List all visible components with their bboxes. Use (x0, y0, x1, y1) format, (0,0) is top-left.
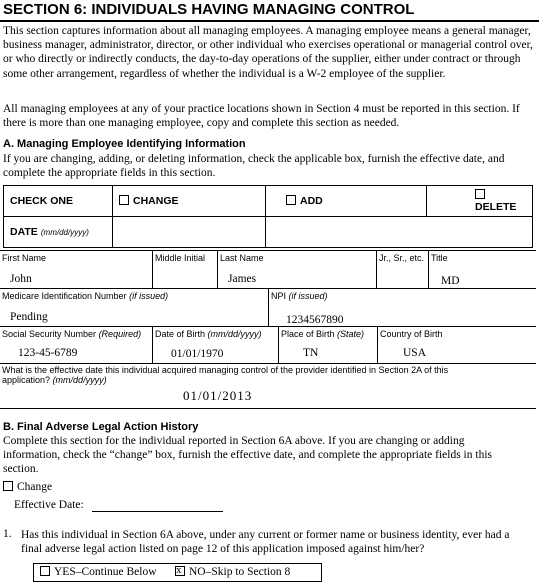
ssn-hint: (Required) (98, 329, 142, 339)
add-label: ADD (300, 195, 323, 207)
npi-field[interactable] (269, 289, 536, 327)
npi-hint: (if issued) (288, 291, 328, 301)
ssn-value: 123-45-6789 (18, 347, 78, 359)
date-blank-cell (266, 217, 533, 248)
dob-value: 01/01/1970 (171, 348, 224, 360)
pob-label: Place of Birth (281, 329, 335, 339)
section-title: SECTION 6: INDIVIDUALS HAVING MANAGING CONTROL (0, 0, 539, 22)
pob-hint: (State) (337, 329, 365, 339)
part-a-title: A. Managing Employee Identifying Information (3, 138, 246, 150)
delete-checkbox[interactable] (475, 189, 485, 199)
question-number: 1. (3, 528, 12, 540)
part-b-effective-date-line (92, 511, 223, 512)
check-one-table (3, 185, 533, 248)
effective-date-field[interactable] (0, 364, 536, 409)
middle-initial-label: Middle Initial (155, 253, 206, 263)
part-b-change-label: Change (17, 481, 53, 493)
yes-label: YES–Continue Below (54, 566, 157, 578)
question-text: Has this individual in Section 6A above, under any current or former name or business identity, ever had a final adverse legal action listed on page 12 of this application imposed against him/her? (21, 529, 510, 556)
part-b-title: B. Final Adverse Legal Action History (3, 421, 199, 433)
suffix-label: Jr., Sr., etc. (379, 253, 425, 263)
medicare-label: Medicare Identification Number (2, 291, 127, 301)
date-hint: (mm/dd/yyyy) (40, 228, 89, 237)
suffix-field[interactable] (377, 251, 429, 289)
title-label: Title (431, 253, 448, 263)
part-b-instructions: Complete this section for the individual reported in Section 6A above. If you are changing or adding information, check the “change” box, furnish the effective date, and complete the appropriate fields in this section. (3, 435, 492, 476)
ssn-label: Social Security Number (2, 329, 97, 339)
middle-initial-field[interactable] (153, 251, 218, 289)
part-b-change-checkbox[interactable] (3, 481, 13, 491)
effective-hint: (mm/dd/yyyy) (52, 375, 107, 385)
first-name-field[interactable] (0, 251, 153, 289)
medicare-id-field[interactable] (0, 289, 269, 327)
date-label-cell (4, 217, 113, 248)
medicare-label-wrap (2, 291, 168, 301)
title-field[interactable] (429, 251, 536, 289)
effective-question: What is the effective date this individual acquired managing control of the provider identified in Section 2A of this application? (2, 365, 449, 385)
title-value: MD (441, 275, 460, 287)
pob-field[interactable] (279, 327, 378, 364)
first-name-value: John (10, 273, 32, 285)
no-label: NO–Skip to Section 8 (189, 566, 291, 578)
medicare-hint: (if issued) (129, 291, 169, 301)
pob-label-wrap (281, 329, 364, 339)
dob-label: Date of Birth (155, 329, 206, 339)
intro-paragraph-2: All managing employees at any of your practice locations shown in Section 4 must be reported in this section. If there is more than one managing employee, copy and complete this section as needed. (3, 103, 520, 130)
dob-hint: (mm/dd/yyyy) (207, 329, 262, 339)
dob-field[interactable] (153, 327, 279, 364)
first-name-label: First Name (2, 253, 47, 263)
dob-label-wrap (155, 329, 262, 339)
part-a-instructions: If you are changing, adding, or deleting information, check the applicable box, furnish the effective date, and complete the appropriate fields in this section. (3, 153, 505, 180)
last-name-label: Last Name (220, 253, 264, 263)
pob-value: TN (303, 347, 319, 359)
yes-checkbox[interactable] (40, 566, 50, 576)
change-checkbox[interactable] (119, 195, 129, 205)
delete-label: DELETE (475, 201, 517, 213)
no-checkbox-mark: x (176, 564, 182, 576)
effective-date-value: 01/01/2013 (183, 388, 253, 403)
intro-paragraph: This section captures information about all managing employees. A managing employee means a general manager, business manager, administrator, director, or other individual who exercises operational or managerial control over, or who directly or indirectly conducts, the day-to-day operations of the supplier, either under contract or through some other arrangement, regardless of whether the individual is a W-2 employee of the supplier. (3, 25, 533, 80)
date-label: DATE (10, 226, 38, 238)
yes-no-box (33, 563, 322, 582)
add-option[interactable] (266, 186, 427, 217)
part-b-effective-date[interactable] (14, 499, 84, 511)
last-name-value: James (228, 273, 257, 285)
change-label: CHANGE (133, 195, 179, 207)
country-field[interactable] (378, 327, 536, 364)
add-checkbox[interactable] (286, 195, 296, 205)
no-checkbox[interactable] (175, 566, 185, 576)
part-b-change-option[interactable] (3, 481, 52, 493)
medicare-value: Pending (10, 311, 48, 323)
npi-value: 1234567890 (286, 314, 344, 326)
country-label: Country of Birth (380, 329, 443, 339)
effective-question-wrap (2, 365, 482, 385)
ssn-label-wrap (2, 329, 141, 339)
check-one-label: CHECK ONE (10, 195, 74, 207)
yes-option[interactable] (40, 564, 157, 581)
part-b-effective-date-label: Effective Date: (14, 499, 84, 511)
check-one-cell (4, 186, 113, 217)
change-option[interactable] (113, 186, 266, 217)
npi-label: NPI (271, 291, 287, 301)
ssn-field[interactable] (0, 327, 153, 364)
no-option[interactable] (175, 564, 290, 581)
country-value: USA (403, 347, 427, 359)
npi-label-wrap (271, 291, 328, 301)
date-input-cell[interactable] (113, 217, 266, 248)
last-name-field[interactable] (218, 251, 377, 289)
delete-option[interactable] (427, 186, 533, 217)
